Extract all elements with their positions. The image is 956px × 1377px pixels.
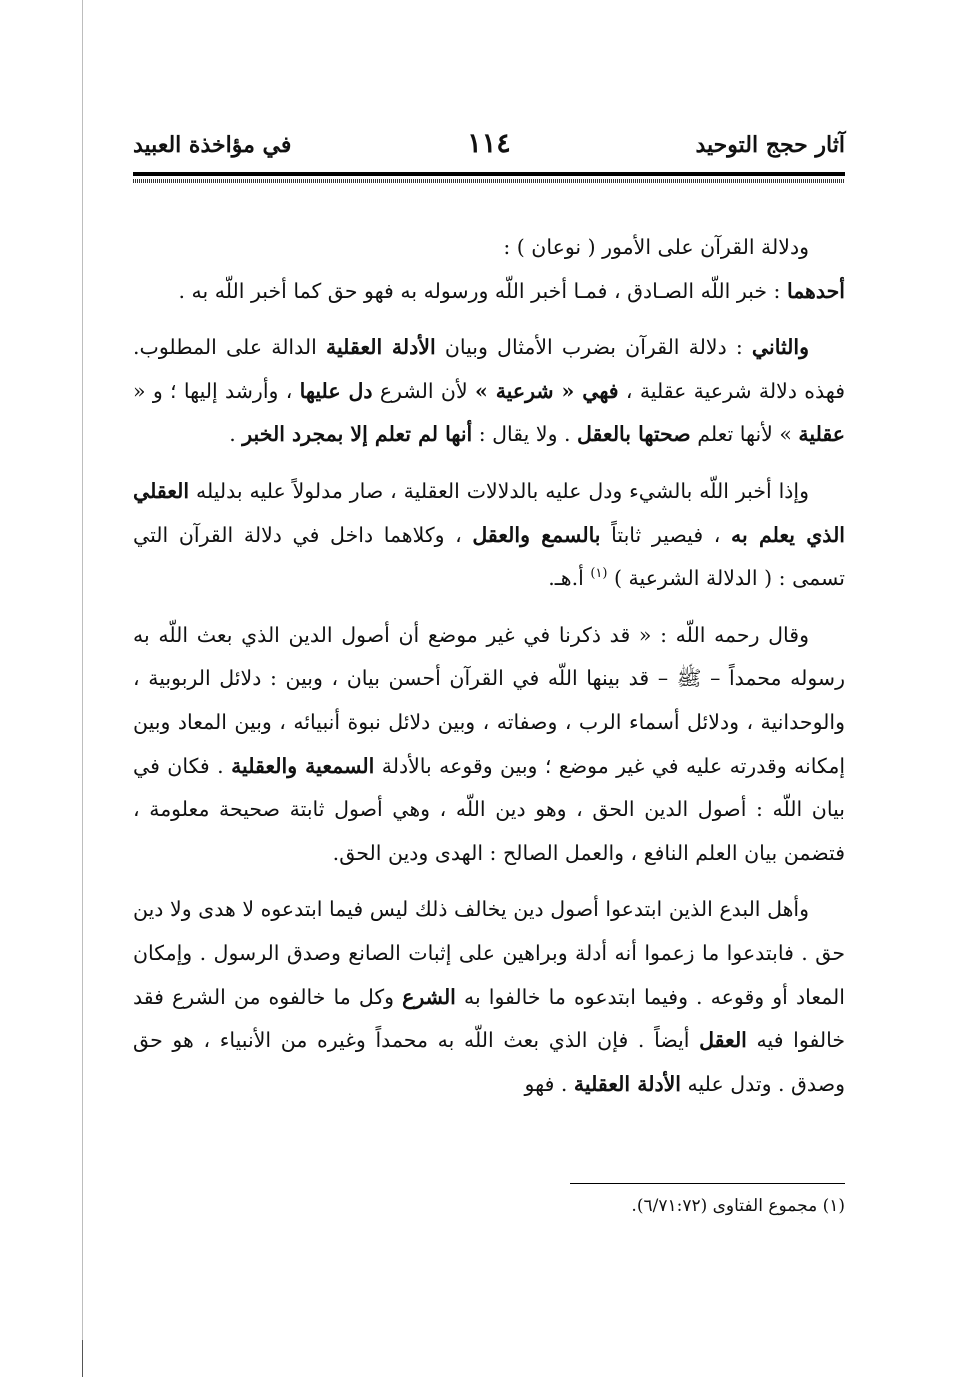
- paragraph-second-type: [133, 326, 845, 457]
- header-rule-thick: [133, 172, 845, 176]
- bold-span: العقل: [699, 1028, 747, 1053]
- text-span: ، وكلاهما داخل في دلالة القرآن التي تسمى : ( الدلالة الشرعية ): [133, 522, 845, 591]
- bold-span: فهي « شرعية »: [474, 378, 619, 403]
- text-span: أ.هـ.: [548, 566, 591, 591]
- bold-span: العقلي الذي يعلم به: [133, 478, 846, 547]
- footnote: (١) مجموع الفتاوى (٦/٧١:٧٢).: [631, 1196, 845, 1216]
- footnote-separator: [570, 1183, 845, 1184]
- text-span: وأهل البدع الذين ابتدعوا أصول دين يخالف ذلك ليس فيما ابتدعوه لا هدى ولا دين حق . فابتدعوا ما زعموا أنه أدلة وبراهين على إثبات الصانع وصدق الرسول . وإمكان المعاد أو وقوعه . وفيما ابتدعوه ما خالفوا به: [133, 897, 846, 1009]
- page-number: ١١٤: [467, 128, 511, 159]
- page-edge-line: [82, 0, 83, 1377]
- text-span: وكل ما خالفوه من الشرع فقد خالفوا فيه: [133, 984, 845, 1053]
- text-span: . ولا يقال :: [472, 422, 578, 447]
- paragraph-innovators: [133, 888, 845, 1106]
- text-span: . فكان في بيان اللّه : أصول الدين الحق ، وهو دين اللّه ، وهي أصول ثابتة صحيحة معلومة ، فتضمن بيان العلم النافع ، والعمل الصالح : الهدى ودين الحق.: [133, 753, 845, 865]
- text-span: .: [229, 422, 243, 447]
- header-rule-dotted: [133, 179, 845, 183]
- text-span: الدالة على المطلوب. فهذه دلالة شرعية عقلية ،: [133, 335, 845, 403]
- header-section-title: في مؤاخذة العبيد: [133, 132, 292, 158]
- header-book-title: آثار حجج التوحيد: [695, 132, 845, 158]
- text-span: . فهو: [524, 1071, 574, 1096]
- main-text: [133, 226, 845, 1119]
- term-second: والثاني: [751, 335, 809, 360]
- bold-span: صحتها بالعقل: [577, 422, 691, 447]
- paragraph-first-text: : خبر اللّه الصـادق ، فمـا أخبر اللّه ورسوله به فهو حق كما أخبر اللّه به .: [178, 278, 787, 303]
- term-first: أحدهما: [786, 278, 845, 303]
- bold-span: عقلية: [798, 422, 845, 447]
- text-span: وإذا أخبر اللّه بالشيء ودل عليه بالدلالات العقلية ، صار مدلولاً عليه بدليله: [189, 478, 809, 503]
- footnote-reference: (١): [590, 566, 608, 582]
- bold-span: الأدلة العقلية: [573, 1071, 681, 1096]
- text-span: » لأنها تعلم: [690, 422, 799, 447]
- text-span: ، فيصير ثابتاً: [600, 522, 732, 547]
- text-span: وقال رحمه اللّه : « قد ذكرنا في غير موضع أن أصول الدين الذي بعث اللّه به رسوله محمداً – ﷺ – قد بينها اللّه في القرآن أحسن بيان ، وبين : دلائل الربوبية ، والوحدانية ، ودلائل أسماء الرب ، وصفاته ، وبين دلائل نبوة أنبيائه ، وبين المعاد وبين إمكانه وقدرته عليه في غير موضع ؛ وبين وقوعه بالأدلة: [133, 622, 846, 778]
- bold-span: الأدلة العقلية: [325, 335, 436, 360]
- bold-span: أنها لم تعلم إلا بمجرد الخبر: [242, 422, 473, 447]
- running-header: [133, 128, 845, 166]
- text-span: : دلالة القرآن بضرب الأمثال وبيان: [435, 335, 752, 360]
- paragraph-quote: [133, 614, 845, 876]
- bold-span: دل عليها: [299, 378, 373, 403]
- paragraph-intro: ودلالة القرآن على الأمور ( نوعان ) :: [503, 235, 809, 259]
- paragraph-first-type: [133, 270, 845, 314]
- bold-span: بالسمع والعقل: [472, 522, 601, 547]
- text-span: أيضاً . فإن الذي بعث اللّه به محمداً وغيره من الأنبياء ، هو حق وصدق . وتدل عليه: [133, 1028, 845, 1096]
- bold-span: الشرع: [402, 984, 456, 1009]
- text-span: ، وأرشد إليها ؛ و «: [133, 378, 300, 403]
- text-span: لأن الشرع: [372, 378, 475, 403]
- margin-mark: [82, 1340, 83, 1377]
- paragraph-third: [133, 470, 845, 601]
- bold-span: السمعية والعقلية: [231, 753, 375, 778]
